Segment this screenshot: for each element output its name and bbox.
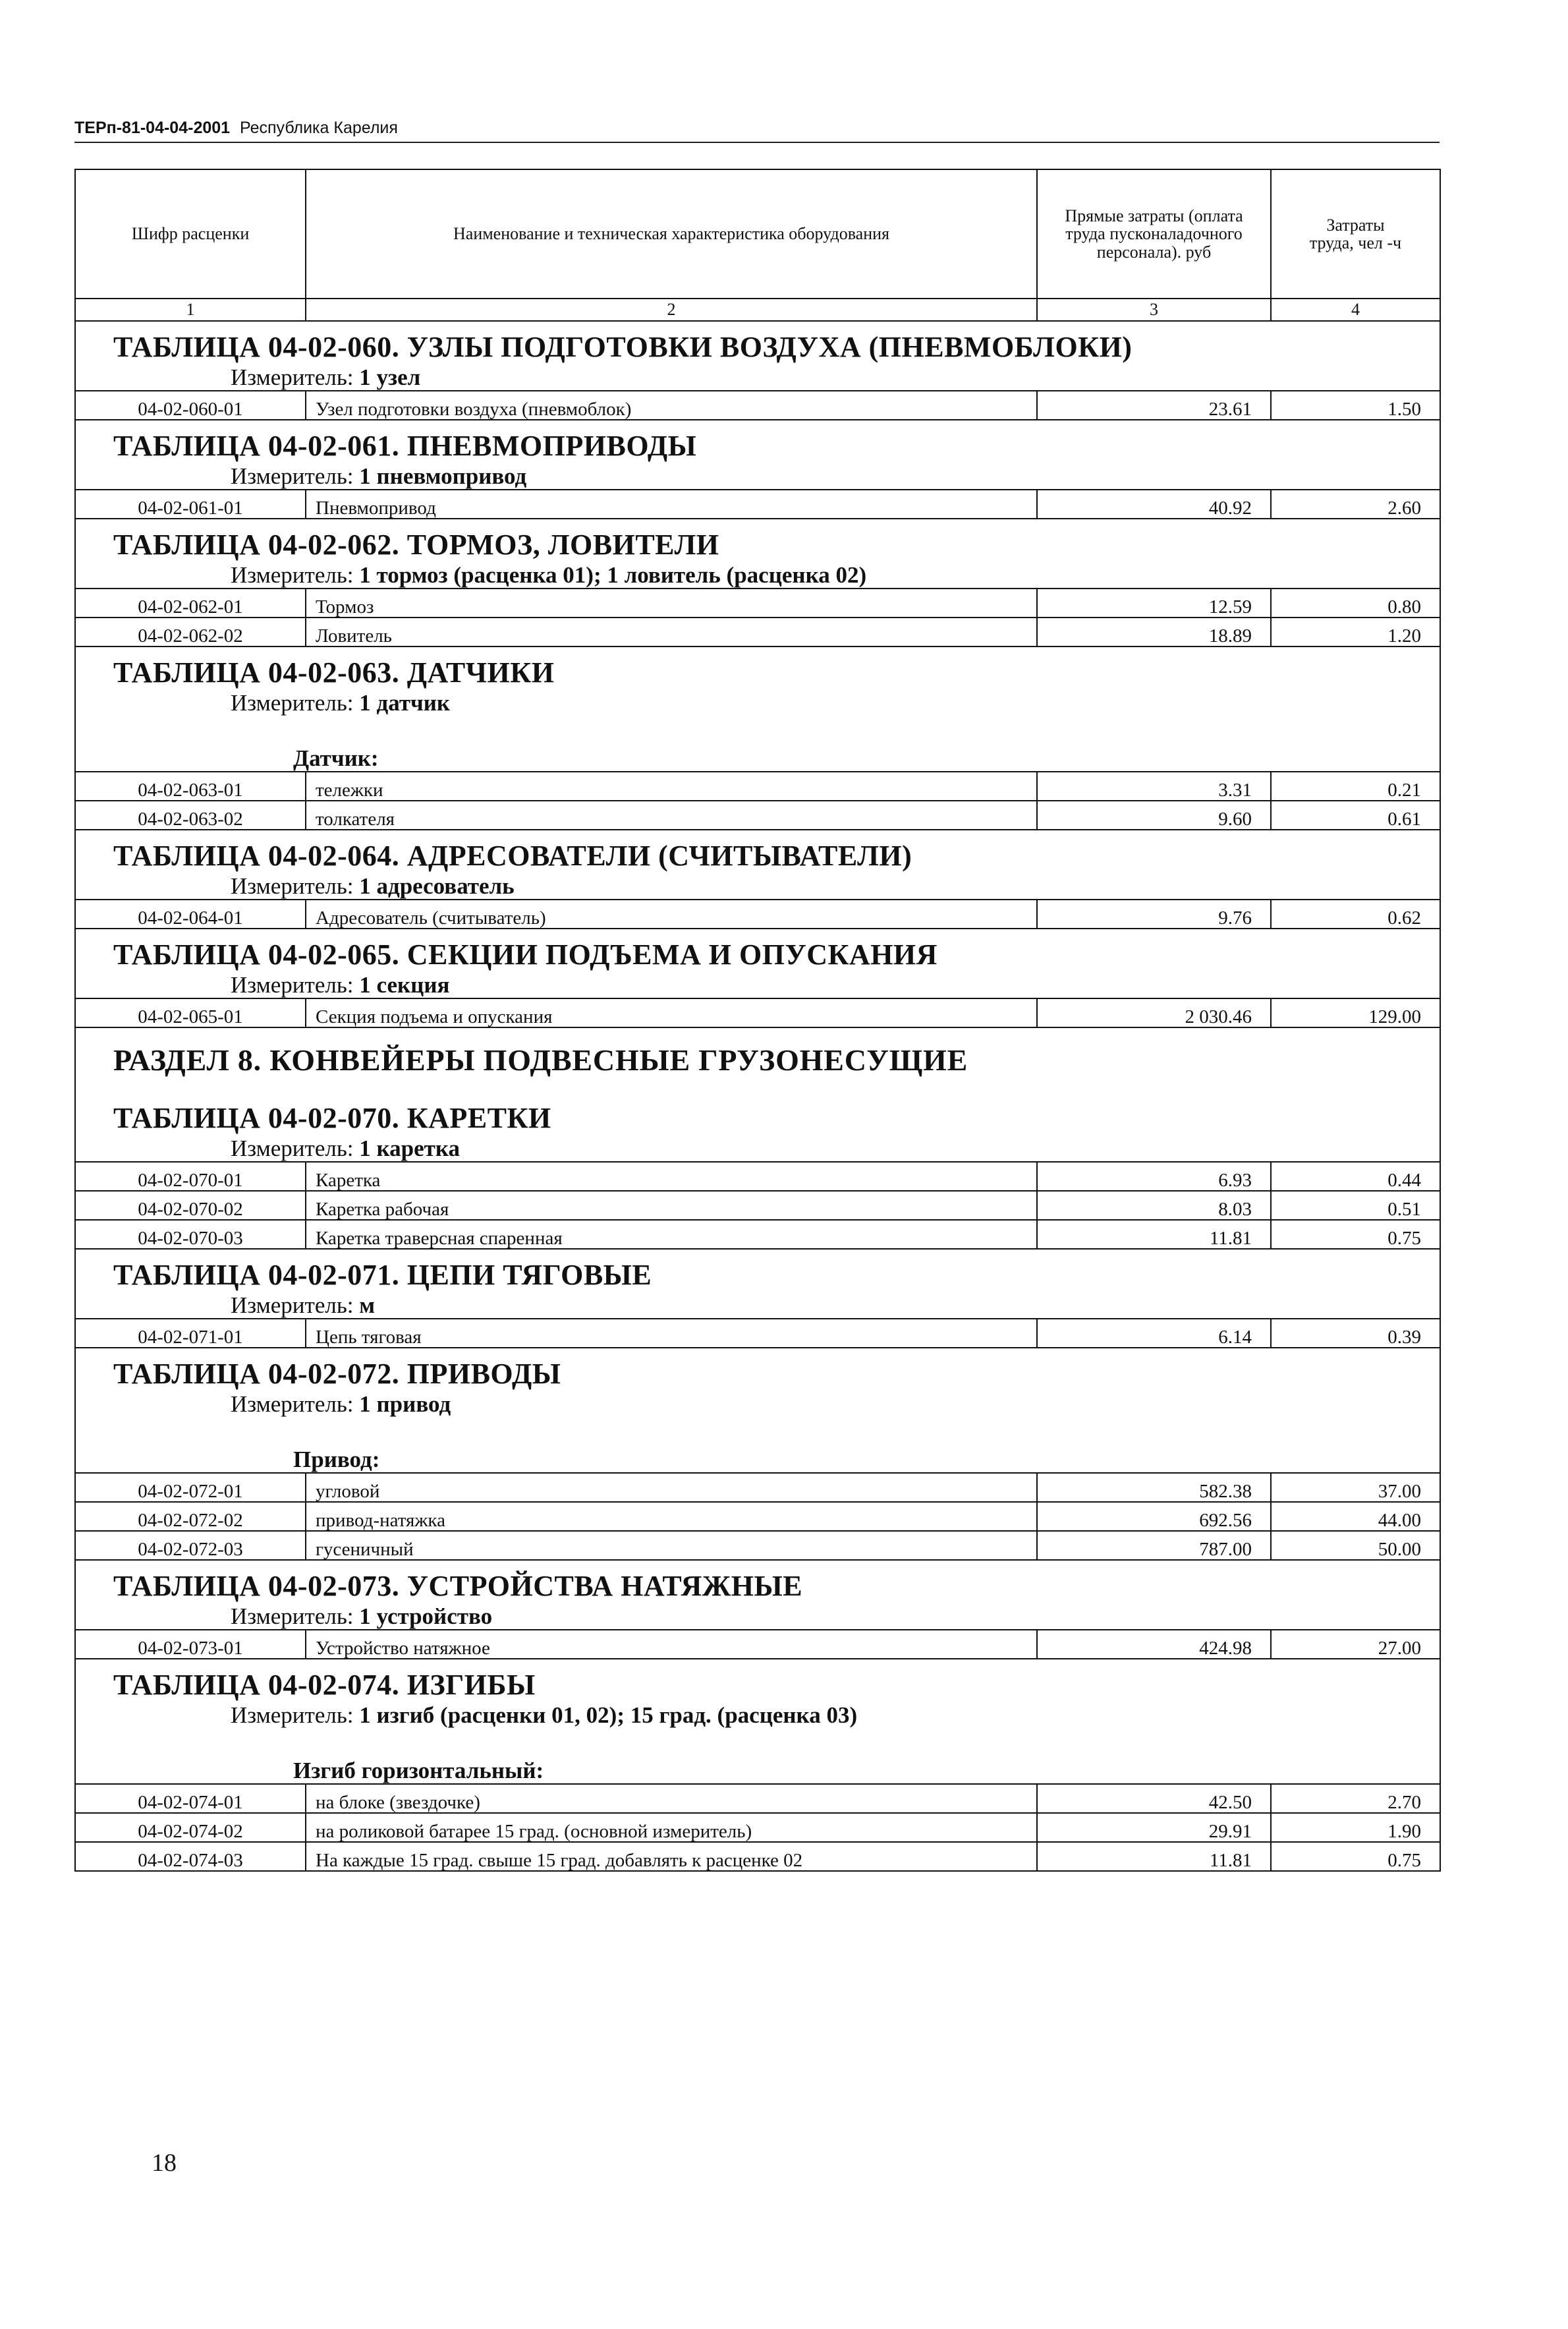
measure-label: Измеритель:: [231, 1702, 354, 1729]
table-row: [75, 1630, 1440, 1659]
measure-label: Измеритель:: [231, 972, 354, 998]
section-title: РАЗДЕЛ 8. КОНВЕЙЕРЫ ПОДВЕСНЫЕ ГРУЗОНЕСУЩИЕ: [113, 1043, 968, 1077]
table-title-row: [75, 321, 1440, 362]
column-header-labor: [1271, 169, 1440, 299]
rate-code: 04-02-072-02: [75, 1502, 306, 1531]
measure-value: 1 пневмопривод: [359, 463, 527, 490]
measure-label: Измеритель:: [231, 1292, 354, 1319]
measure-row: [75, 1601, 1440, 1630]
direct-cost: 11.81: [1037, 1842, 1271, 1871]
measure-label: Измеритель:: [231, 873, 354, 900]
measure-unit: [75, 1134, 1440, 1162]
measure-unit: [75, 1389, 1440, 1417]
table-title: ТАБЛИЦА 04-02-070. КАРЕТКИ: [113, 1101, 551, 1134]
table-row: [75, 900, 1440, 929]
column-header-row: [75, 169, 1440, 299]
labor-cost: 2.70: [1271, 1784, 1440, 1813]
direct-cost: 29.91: [1037, 1813, 1271, 1842]
direct-cost: 9.60: [1037, 801, 1271, 830]
table-title-row: [75, 647, 1440, 688]
subheading-row: [75, 1446, 1440, 1473]
subheading-row: [75, 745, 1440, 772]
table-row: [75, 618, 1440, 647]
measure-label: Измеритель:: [231, 690, 354, 716]
spacer-row: [75, 1417, 1440, 1446]
measure-unit: [75, 461, 1440, 490]
direct-cost: 582.38: [1037, 1473, 1271, 1502]
column-header-cost-text: Прямые затраты (оплата труда пусконаладочного персонала). руб: [1065, 206, 1243, 262]
labor-cost: 0.75: [1271, 1842, 1440, 1871]
labor-cost: 44.00: [1271, 1502, 1440, 1531]
direct-cost: 6.14: [1037, 1319, 1271, 1348]
measure-value: 1 узел: [359, 364, 421, 391]
measure-value: м: [359, 1292, 376, 1319]
table-row: [75, 1784, 1440, 1813]
table-title: ТАБЛИЦА 04-02-062. ТОРМОЗ, ЛОВИТЕЛИ: [113, 528, 719, 561]
measure-label: Измеритель:: [231, 364, 354, 391]
rate-code: 04-02-070-02: [75, 1191, 306, 1220]
labor-cost: 50.00: [1271, 1531, 1440, 1560]
direct-cost: 18.89: [1037, 618, 1271, 647]
measure-unit: [75, 871, 1440, 900]
measure-row: [75, 871, 1440, 900]
measure-unit: [75, 362, 1440, 391]
direct-cost: 40.92: [1037, 490, 1271, 519]
measure-unit: [75, 560, 1440, 589]
spacer-row: [75, 716, 1440, 745]
spacer-row: [75, 1728, 1440, 1757]
direct-cost: 2 030.46: [1037, 998, 1271, 1027]
rate-code: 04-02-065-01: [75, 998, 306, 1027]
equipment-name: гусеничный: [306, 1531, 1037, 1560]
labor-cost: 27.00: [1271, 1630, 1440, 1659]
labor-cost: 0.80: [1271, 589, 1440, 618]
table-row: [75, 1813, 1440, 1842]
table-row: [75, 1162, 1440, 1191]
equipment-name: Адресователь (считыватель): [306, 900, 1037, 929]
table-row: [75, 1191, 1440, 1220]
table-title: ТАБЛИЦА 04-02-072. ПРИВОДЫ: [113, 1357, 561, 1390]
measure-unit: [75, 970, 1440, 998]
rate-code: 04-02-063-01: [75, 772, 306, 801]
rate-code: 04-02-074-03: [75, 1842, 306, 1871]
rate-code: 04-02-074-02: [75, 1813, 306, 1842]
measure-row: [75, 1700, 1440, 1728]
rate-code: 04-02-070-03: [75, 1220, 306, 1249]
labor-cost: 1.90: [1271, 1813, 1440, 1842]
equipment-name: привод-натяжка: [306, 1502, 1037, 1531]
measure-value: 1 тормоз (расценка 01); 1 ловитель (расценка 02): [359, 562, 867, 589]
table-row: [75, 490, 1440, 519]
direct-cost: 9.76: [1037, 900, 1271, 929]
direct-cost: 6.93: [1037, 1162, 1271, 1191]
direct-cost: 8.03: [1037, 1191, 1271, 1220]
subheading: Датчик:: [293, 745, 379, 772]
labor-cost: 37.00: [1271, 1473, 1440, 1502]
equipment-name: Ловитель: [306, 618, 1037, 647]
table-title: ТАБЛИЦА 04-02-060. УЗЛЫ ПОДГОТОВКИ ВОЗДУХА (ПНЕВМОБЛОКИ): [113, 330, 1133, 363]
rate-code: 04-02-072-01: [75, 1473, 306, 1502]
table-title-row: [75, 1249, 1440, 1290]
equipment-name: угловой: [306, 1473, 1037, 1502]
column-header-code: Шифр расценки: [75, 169, 306, 299]
table-row: [75, 391, 1440, 420]
labor-cost: 2.60: [1271, 490, 1440, 519]
region-name: Республика Карелия: [240, 119, 398, 137]
measure-value: 1 изгиб (расценки 01, 02); 15 град. (расценка 03): [359, 1702, 858, 1729]
rate-code: 04-02-071-01: [75, 1319, 306, 1348]
table-row: [75, 1473, 1440, 1502]
page-header: [74, 119, 1440, 143]
measure-row: [75, 1134, 1440, 1162]
measure-unit: [75, 1290, 1440, 1319]
table-row: [75, 589, 1440, 618]
table-title: ТАБЛИЦА 04-02-061. ПНЕВМОПРИВОДЫ: [113, 429, 697, 462]
table-title-row: [75, 1348, 1440, 1389]
rate-code: 04-02-063-02: [75, 801, 306, 830]
measure-value: 1 датчик: [359, 690, 451, 716]
equipment-name: на роликовой батарее 15 град. (основной измеритель): [306, 1813, 1037, 1842]
page-number: 18: [152, 2149, 177, 2177]
direct-cost: 787.00: [1037, 1531, 1271, 1560]
labor-cost: 0.75: [1271, 1220, 1440, 1249]
rate-code: 04-02-060-01: [75, 391, 306, 420]
measure-row: [75, 688, 1440, 716]
table-title: ТАБЛИЦА 04-02-065. СЕКЦИИ ПОДЪЕМА И ОПУСКАНИЯ: [113, 938, 938, 971]
column-number-2: 2: [306, 299, 1037, 321]
labor-cost: 129.00: [1271, 998, 1440, 1027]
direct-cost: 42.50: [1037, 1784, 1271, 1813]
table-title: ТАБЛИЦА 04-02-074. ИЗГИБЫ: [113, 1668, 536, 1701]
table-title: ТАБЛИЦА 04-02-073. УСТРОЙСТВА НАТЯЖНЫЕ: [113, 1569, 803, 1602]
table-title-row: [75, 1093, 1440, 1134]
labor-cost: 0.21: [1271, 772, 1440, 801]
table-row: [75, 1531, 1440, 1560]
column-header-name: Наименование и техническая характеристика оборудования: [306, 169, 1037, 299]
rate-code: 04-02-070-01: [75, 1162, 306, 1191]
direct-cost: 424.98: [1037, 1630, 1271, 1659]
price-table: [74, 169, 1441, 1872]
direct-cost: 692.56: [1037, 1502, 1271, 1531]
table-row: [75, 1502, 1440, 1531]
subheading: Привод:: [293, 1447, 380, 1473]
table-title: ТАБЛИЦА 04-02-063. ДАТЧИКИ: [113, 656, 555, 689]
equipment-name: тележки: [306, 772, 1037, 801]
equipment-name: Секция подъема и опускания: [306, 998, 1037, 1027]
direct-cost: 12.59: [1037, 589, 1271, 618]
measure-unit: [75, 1700, 1440, 1728]
column-number-row: [75, 299, 1440, 321]
subheading-row: [75, 1757, 1440, 1784]
direct-cost: 3.31: [1037, 772, 1271, 801]
measure-value: 1 устройство: [359, 1603, 493, 1630]
equipment-name: Узел подготовки воздуха (пневмоблок): [306, 391, 1037, 420]
equipment-name: Устройство натяжное: [306, 1630, 1037, 1659]
measure-row: [75, 362, 1440, 391]
equipment-name: на блоке (звездочке): [306, 1784, 1037, 1813]
equipment-name: Каретка траверсная спаренная: [306, 1220, 1037, 1249]
measure-row: [75, 1389, 1440, 1417]
column-header-cost: [1037, 169, 1271, 299]
rate-code: 04-02-062-02: [75, 618, 306, 647]
equipment-name: толкателя: [306, 801, 1037, 830]
direct-cost: 23.61: [1037, 391, 1271, 420]
column-number-4: 4: [1271, 299, 1440, 321]
table-title-row: [75, 519, 1440, 560]
measure-value: 1 адресователь: [359, 873, 515, 900]
table-title-row: [75, 1560, 1440, 1601]
table-row: [75, 1842, 1440, 1871]
measure-unit: [75, 1601, 1440, 1630]
equipment-name: На каждые 15 град. свыше 15 град. добавлять к расценке 02: [306, 1842, 1037, 1871]
measure-row: [75, 560, 1440, 589]
equipment-name: Каретка: [306, 1162, 1037, 1191]
labor-cost: 1.20: [1271, 618, 1440, 647]
document-code: ТЕРп-81-04-04-2001: [74, 119, 231, 137]
column-header-labor-text: Затраты труда, чел -ч: [1309, 215, 1402, 252]
equipment-name: Каретка рабочая: [306, 1191, 1037, 1220]
table-title-row: [75, 1659, 1440, 1700]
measure-row: [75, 970, 1440, 998]
labor-cost: 0.44: [1271, 1162, 1440, 1191]
rate-code: 04-02-073-01: [75, 1630, 306, 1659]
column-number-1: 1: [75, 299, 306, 321]
measure-row: [75, 1290, 1440, 1319]
measure-label: Измеритель:: [231, 1136, 354, 1162]
measure-row: [75, 461, 1440, 490]
table-title: ТАБЛИЦА 04-02-064. АДРЕСОВАТЕЛИ (СЧИТЫВАТЕЛИ): [113, 839, 912, 872]
rate-code: 04-02-064-01: [75, 900, 306, 929]
rate-code: 04-02-072-03: [75, 1531, 306, 1560]
measure-value: 1 секция: [359, 972, 450, 998]
labor-cost: 0.51: [1271, 1191, 1440, 1220]
measure-value: 1 привод: [359, 1391, 451, 1418]
subheading: Изгиб горизонтальный:: [293, 1758, 544, 1784]
equipment-name: Тормоз: [306, 589, 1037, 618]
table-row: [75, 801, 1440, 830]
rate-code: 04-02-061-01: [75, 490, 306, 519]
measure-label: Измеритель:: [231, 1391, 354, 1418]
direct-cost: 11.81: [1037, 1220, 1271, 1249]
labor-cost: 1.50: [1271, 391, 1440, 420]
table-title-row: [75, 830, 1440, 871]
labor-cost: 0.39: [1271, 1319, 1440, 1348]
column-number-3: 3: [1037, 299, 1271, 321]
measure-label: Измеритель:: [231, 463, 354, 490]
equipment-name: Пневмопривод: [306, 490, 1037, 519]
labor-cost: 0.61: [1271, 801, 1440, 830]
rate-code: 04-02-074-01: [75, 1784, 306, 1813]
equipment-name: Цепь тяговая: [306, 1319, 1037, 1348]
measure-unit: [75, 688, 1440, 716]
table-row: [75, 1220, 1440, 1249]
labor-cost: 0.62: [1271, 900, 1440, 929]
measure-label: Измеритель:: [231, 562, 354, 589]
table-title-row: [75, 420, 1440, 461]
rate-code: 04-02-062-01: [75, 589, 306, 618]
table-title: ТАБЛИЦА 04-02-071. ЦЕПИ ТЯГОВЫЕ: [113, 1258, 652, 1291]
table-title-row: [75, 929, 1440, 970]
measure-label: Измеритель:: [231, 1603, 354, 1630]
table-row: [75, 1319, 1440, 1348]
table-row: [75, 772, 1440, 801]
section-title-row: [75, 1027, 1440, 1093]
table-row: [75, 998, 1440, 1027]
measure-value: 1 каретка: [359, 1136, 460, 1162]
